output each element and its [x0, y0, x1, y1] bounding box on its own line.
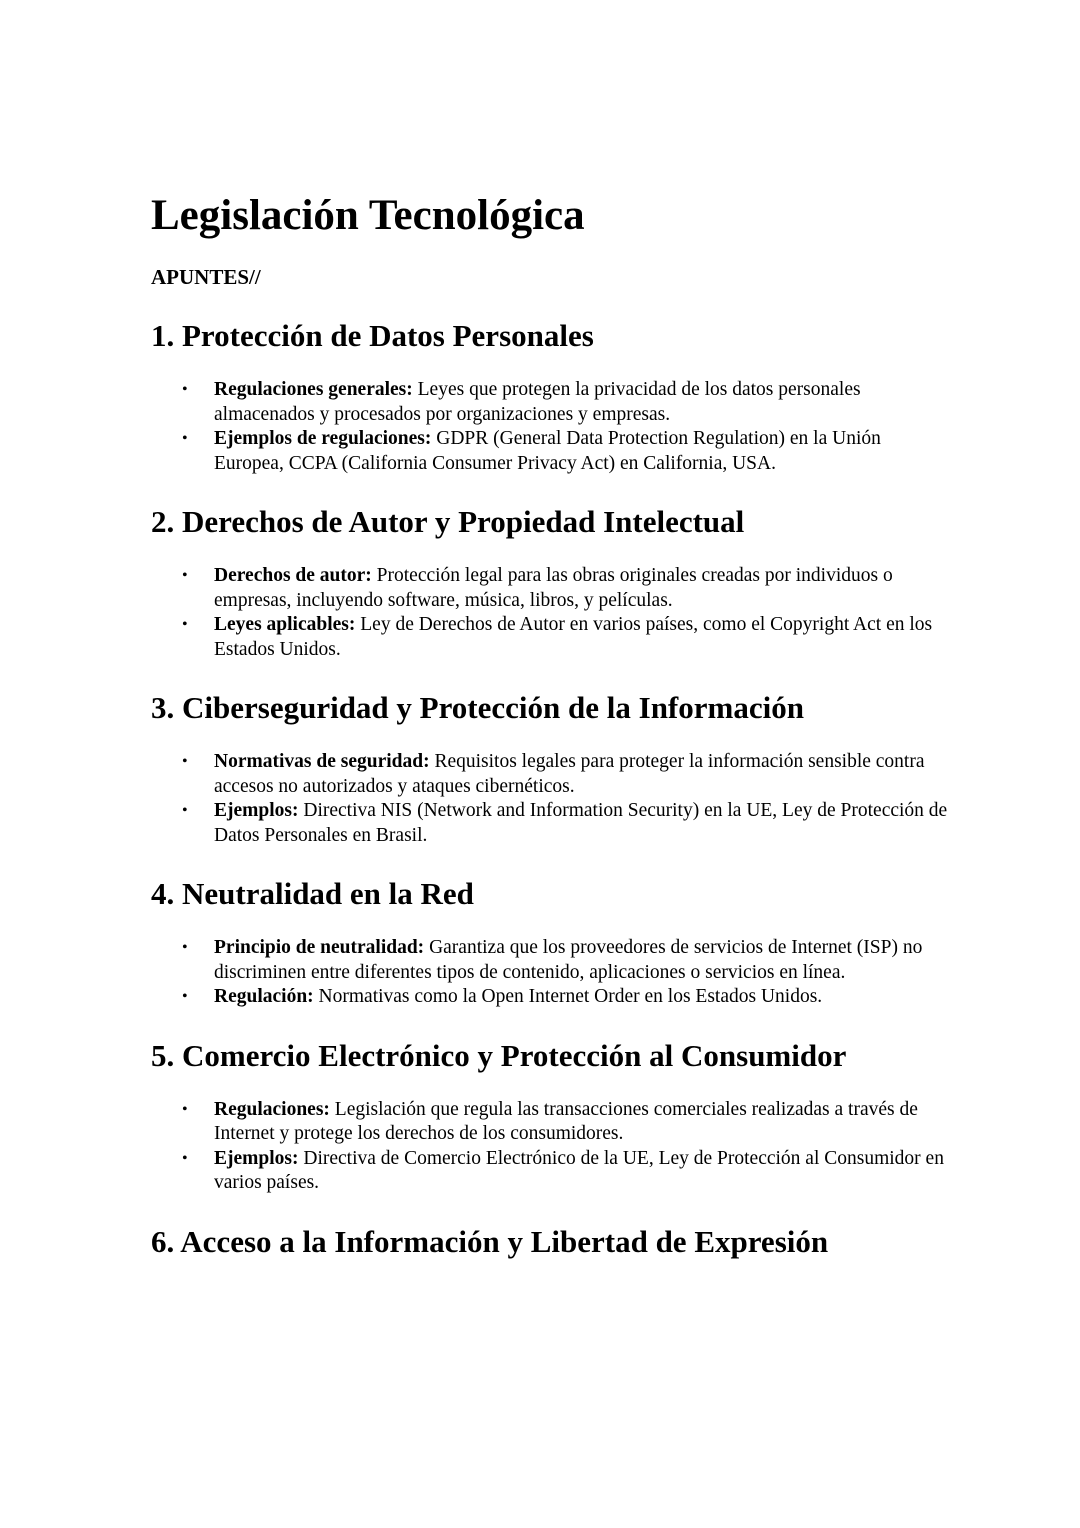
list-item: [151, 799, 951, 848]
item-text: Directiva NIS (Network and Information Security) en la UE, Ley de Protección de Datos Personales en Brasil.: [214, 800, 948, 846]
item-label: Ejemplos de regulaciones:: [214, 428, 432, 449]
bullet-icon: •: [182, 988, 188, 1005]
item-text: Ley de Derechos de Autor en varios países, como el Copyright Act en los Estados Unidos.: [214, 614, 933, 660]
list-item: [151, 936, 951, 985]
item-text: Garantiza que los proveedores de servicios de Internet (ISP) no discriminen entre diferentes tipos de contenido, aplicaciones o servicios en línea.: [214, 937, 923, 983]
item-text: GDPR (General Data Protection Regulation) en la Unión Europea, CCPA (California Consumer Privacy Act) en California, USA.: [214, 428, 881, 474]
item-label: Normativas de seguridad:: [214, 751, 430, 772]
bullet-list: [151, 750, 951, 848]
item-label: Derechos de autor:: [214, 565, 372, 586]
bullet-icon: •: [182, 567, 188, 584]
item-label: Regulación:: [214, 986, 314, 1007]
bullet-icon: •: [182, 1100, 188, 1118]
item-label: Regulaciones generales:: [214, 379, 413, 400]
section-heading: 4. Neutralidad en la Red: [151, 876, 474, 911]
bullet-icon: •: [182, 430, 188, 447]
item-text: Protección legal para las obras originales creadas por individuos o empresas, incluyendo software, música, libros, y películas.: [214, 565, 893, 611]
list-item: [151, 378, 951, 427]
section-net-neutrality: [151, 874, 951, 1010]
list-item: [151, 564, 951, 613]
item-text: Leyes que protegen la privacidad de los datos personales almacenados y procesados por organizaciones y empresas.: [214, 379, 861, 425]
bullet-icon: •: [182, 1149, 188, 1167]
document-subtitle: APUNTES//: [151, 265, 261, 289]
section-ecommerce: [151, 1036, 951, 1196]
document-title: Legislación Tecnológica: [151, 192, 585, 239]
section-cybersecurity: [151, 688, 951, 848]
list-item: [151, 985, 951, 1010]
item-label: Principio de neutralidad:: [214, 937, 425, 958]
bullet-list: [151, 1098, 951, 1196]
bullet-icon: •: [182, 802, 188, 819]
item-label: Ejemplos:: [214, 800, 299, 821]
item-label: Leyes aplicables:: [214, 614, 356, 635]
section-information-access: [151, 1222, 951, 1262]
bullet-list: [151, 378, 951, 476]
bullet-icon: •: [182, 616, 188, 633]
bullet-icon: •: [182, 939, 188, 956]
item-text: Legislación que regula las transacciones comerciales realizadas a través de Internet y protege los derechos de los consumidores.: [214, 1098, 918, 1144]
item-label: Ejemplos:: [214, 1147, 299, 1169]
section-heading: 2. Derechos de Autor y Propiedad Intelectual: [151, 504, 745, 539]
section-copyright: [151, 502, 951, 662]
bullet-list: [151, 936, 951, 1010]
section-heading: 1. Protección de Datos Personales: [151, 318, 594, 353]
item-text: Directiva de Comercio Electrónico de la UE, Ley de Protección al Consumidor en varios países.: [214, 1147, 944, 1193]
bullet-icon: •: [182, 753, 188, 770]
item-text: Normativas como la Open Internet Order en los Estados Unidos.: [313, 986, 823, 1007]
bullet-icon: •: [182, 381, 188, 398]
list-item: [151, 750, 951, 799]
list-item: [151, 1147, 951, 1196]
section-data-protection: [151, 316, 951, 476]
list-item: [151, 427, 951, 476]
list-item: [151, 1098, 951, 1147]
section-heading: 6. Acceso a la Información y Libertad de Expresión: [151, 1223, 829, 1259]
document-body: [151, 188, 951, 1262]
section-heading: 3. Ciberseguridad y Protección de la Información: [151, 690, 804, 725]
list-item: [151, 613, 951, 662]
section-heading: 5. Comercio Electrónico y Protección al Consumidor: [151, 1037, 847, 1073]
bullet-list: [151, 564, 951, 662]
item-text: Requisitos legales para proteger la información sensible contra accesos no autorizados y ataques cibernéticos.: [214, 751, 925, 797]
item-label: Regulaciones:: [214, 1098, 330, 1120]
